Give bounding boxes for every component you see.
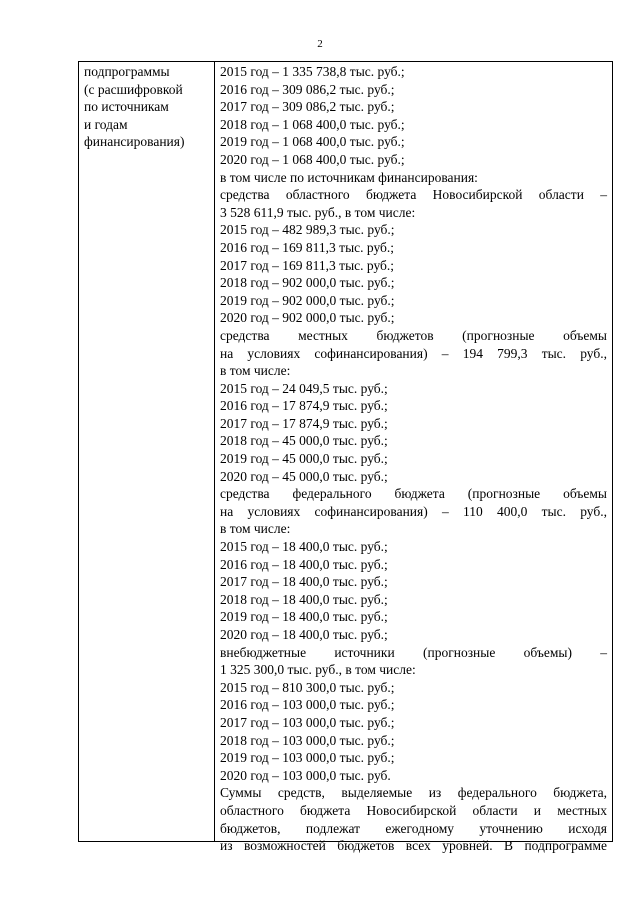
value-line: 2020 год – 45 000,0 тыс. руб.; — [220, 468, 388, 484]
value-line: 2019 год – 45 000,0 тыс. руб.; — [220, 451, 388, 467]
value-line: в том числе по источникам финансирования: — [220, 169, 478, 185]
value-line: 2017 год – 309 086,2 тыс. руб.; — [220, 99, 395, 115]
value-line: 2015 год – 810 300,0 тыс. руб.; — [220, 679, 395, 695]
value-line: 2017 год – 17 874,9 тыс. руб.; — [220, 415, 388, 431]
value-line: 2019 год – 103 000,0 тыс. руб.; — [220, 750, 395, 766]
value-line: 2016 год – 18 400,0 тыс. руб.; — [220, 556, 388, 572]
value-line: 2018 год – 103 000,0 тыс. руб.; — [220, 732, 395, 748]
value-line: 2016 год – 17 874,9 тыс. руб.; — [220, 398, 388, 414]
value-line: 3 528 611,9 тыс. руб., в том числе: — [220, 204, 416, 220]
value-line: 2018 год – 902 000,0 тыс. руб.; — [220, 275, 395, 291]
financing-table — [78, 61, 613, 854]
table-value-cell — [215, 62, 612, 854]
value-line: внебюджетные источники (прогнозные объемы) – — [220, 644, 607, 660]
value-line: 2015 год – 24 049,5 тыс. руб.; — [220, 380, 388, 396]
value-line: 2019 год – 902 000,0 тыс. руб.; — [220, 292, 395, 308]
value-line: 2016 год – 103 000,0 тыс. руб.; — [220, 697, 395, 713]
page-number: 2 — [317, 38, 323, 50]
value-line: 2018 год – 1 068 400,0 тыс. руб.; — [220, 116, 405, 132]
label-line: по источникам — [84, 99, 169, 115]
value-line: 2020 год – 1 068 400,0 тыс. руб.; — [220, 151, 405, 167]
value-line: 2017 год – 18 400,0 тыс. руб.; — [220, 574, 388, 590]
value-line: 2017 год – 103 000,0 тыс. руб.; — [220, 714, 395, 730]
value-line: 2018 год – 18 400,0 тыс. руб.; — [220, 591, 388, 607]
value-line: 2019 год – 18 400,0 тыс. руб.; — [220, 609, 388, 625]
value-line: 2015 год – 1 335 738,8 тыс. руб.; — [220, 64, 405, 79]
value-line: 2019 год – 1 068 400,0 тыс. руб.; — [220, 134, 405, 150]
value-line: средства федерального бюджета (прогнозные объемы — [220, 486, 607, 502]
label-line: (с расшифровкой — [84, 81, 183, 97]
value-line: средства областного бюджета Новосибирской области – — [220, 187, 607, 203]
value-line: 2016 год – 309 086,2 тыс. руб.; — [220, 81, 395, 97]
value-line: 2017 год – 169 811,3 тыс. руб.; — [220, 257, 395, 273]
label-line: подпрограммы — [84, 64, 170, 79]
value-line: 2015 год – 482 989,3 тыс. руб.; — [220, 222, 395, 238]
value-line: бюджетов, подлежат ежегодному уточнению исходя — [220, 820, 607, 836]
value-line: в том числе: — [220, 363, 291, 379]
value-line: Суммы средств, выделяемые из федерального бюджета, — [220, 785, 607, 801]
value-line: 2020 год – 18 400,0 тыс. руб.; — [220, 627, 388, 642]
table-label-cell — [79, 62, 215, 841]
value-line: на условиях софинансирования) – 194 799,3 тыс. руб., — [220, 345, 607, 361]
value-line: средства местных бюджетов (прогнозные объемы — [220, 327, 607, 343]
value-line: 2020 год – 902 000,0 тыс. руб.; — [220, 310, 395, 326]
value-line: 2018 год – 45 000,0 тыс. руб.; — [220, 433, 388, 449]
value-line: из возможностей бюджетов всех уровней. В подпрограмме — [220, 838, 607, 854]
label-line: финансирования) — [84, 134, 185, 150]
value-line: на условиях софинансирования) – 110 400,0 тыс. руб., — [220, 503, 607, 519]
label-line: и годам — [84, 116, 128, 132]
value-line: областного бюджета Новосибирской области и местных — [220, 802, 607, 818]
value-line: 1 325 300,0 тыс. руб., в том числе: — [220, 662, 416, 678]
value-line: 2020 год – 103 000,0 тыс. руб. — [220, 767, 391, 783]
value-line: 2015 год – 18 400,0 тыс. руб.; — [220, 539, 388, 555]
value-line: 2016 год – 169 811,3 тыс. руб.; — [220, 239, 395, 255]
value-line: в том числе: — [220, 521, 291, 537]
